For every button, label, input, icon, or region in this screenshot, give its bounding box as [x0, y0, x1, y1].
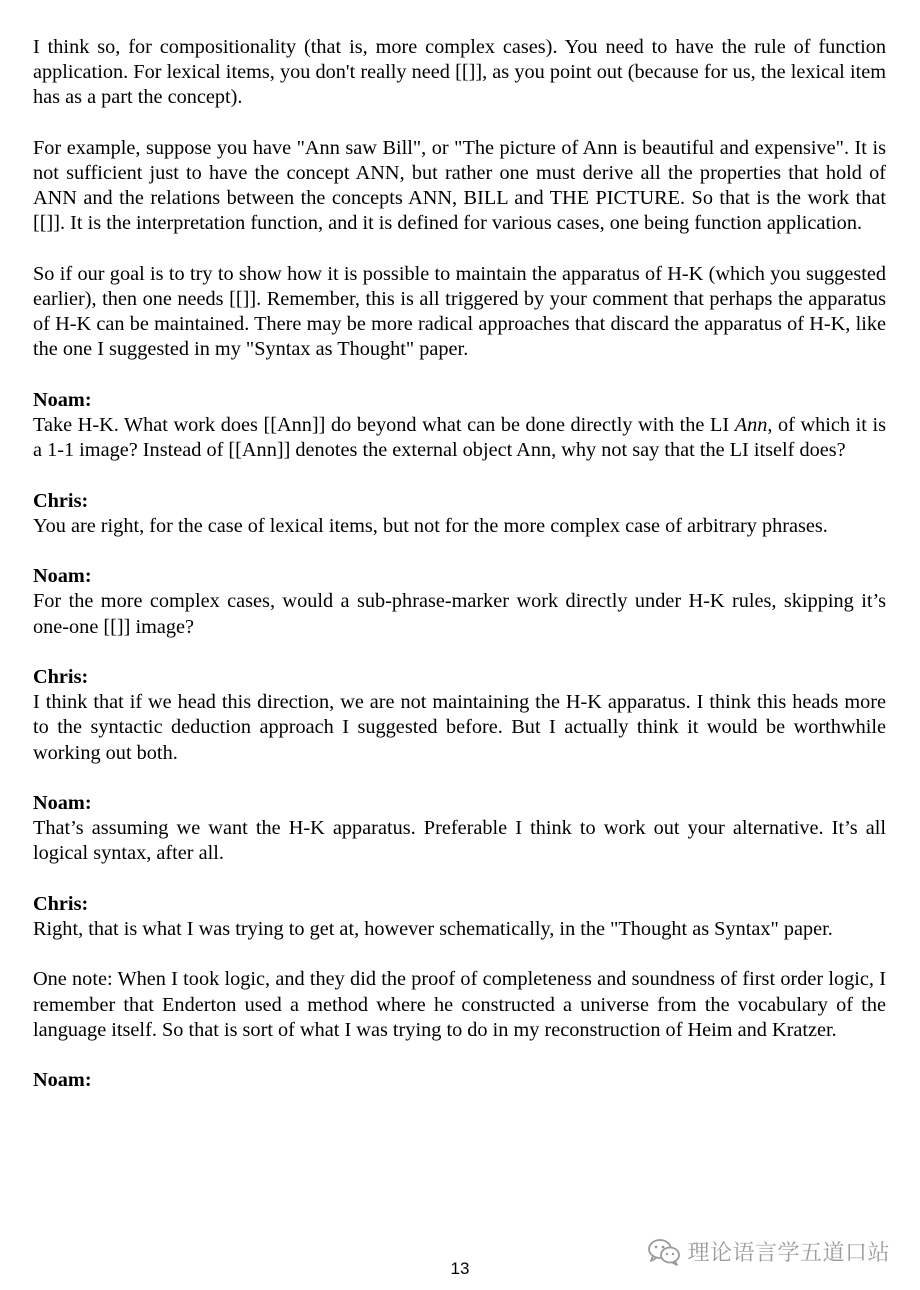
speaker-label: Noam: [33, 1069, 92, 1092]
paragraph-8: That’s assuming we want the H-K apparatus. Preferable I think to work out your alternative. It’s all logical syntax, after all. [33, 817, 886, 865]
speaker-label: Noam: [33, 791, 92, 814]
speaker-label: Chris: [33, 892, 89, 915]
paragraph-4 [33, 413, 886, 463]
speaker-label: Noam: [33, 565, 92, 588]
paragraph-5: You are right, for the case of lexical items, but not for the more complex case of arbitrary phrases. [33, 514, 828, 537]
paragraph-1: I think so, for compositionality (that is, more complex cases). You need to have the rule of function application. For lexical items, you don't really need [[]], as you point out (because for us, the lexical item has as a part the concept). [33, 36, 886, 109]
paragraph-3: So if our goal is to try to show how it is possible to maintain the apparatus of H-K (which you suggested earlier), then one needs [[]]. Remember, this is all triggered by your comment that perhaps the apparatus of H-K can be maintained. There may be more radical approaches that discard the apparatus of H-K, like the one I suggested in my "Syntax as Thought" paper. [33, 262, 886, 361]
paragraph-7: I think that if we head this direction, we are not maintaining the H-K apparatus. I think this heads more to the syntactic deduction approach I suggested before. But I actually think it would be worthwhile working out both. [33, 691, 886, 764]
speaker-label: Chris: [33, 489, 89, 512]
page-number: 13 [450, 1259, 470, 1278]
paragraph-10: One note: When I took logic, and they did the proof of completeness and soundness of first order logic, I remember that Enderton used a method where he constructed a universe from the vocabulary of the language itself. So that is sort of what I was trying to do in my reconstruction of Heim and Kratzer. [33, 968, 886, 1041]
speaker-label: Noam: [33, 388, 92, 411]
watermark-text: 理论语言学五道口站 [687, 1241, 890, 1266]
paragraph-4-italic-term: Ann [734, 414, 768, 436]
speaker-label: Chris: [33, 665, 89, 688]
document-page [33, 35, 886, 1093]
paragraph-2: For example, suppose you have "Ann saw Bill", or "The picture of Ann is beautiful and expensive". It is not sufficient just to have the concept ANN, but rather one must derive all the properties that hold of ANN and the relations between the concepts ANN, BILL and THE PICTURE. So that is the work that [[]]. It is the interpretation function, and it is defined for various cases, one being function application. [33, 136, 886, 235]
paragraph-4-text-after: , of which it is a 1-1 image? Instead of [[Ann]] denotes the external object Ann, why not say that the LI itself does? [33, 414, 886, 462]
paragraph-6: For the more complex cases, would a sub-phrase-marker work directly under H-K rules, skipping it’s one-one [[]] image? [33, 590, 886, 638]
paragraph-4-text-before: Take H-K. What work does [[Ann]] do beyond what can be done directly with the LI [33, 414, 735, 436]
paragraph-9: Right, that is what I was trying to get at, however schematically, in the "Thought as Syntax" paper. [33, 917, 833, 940]
